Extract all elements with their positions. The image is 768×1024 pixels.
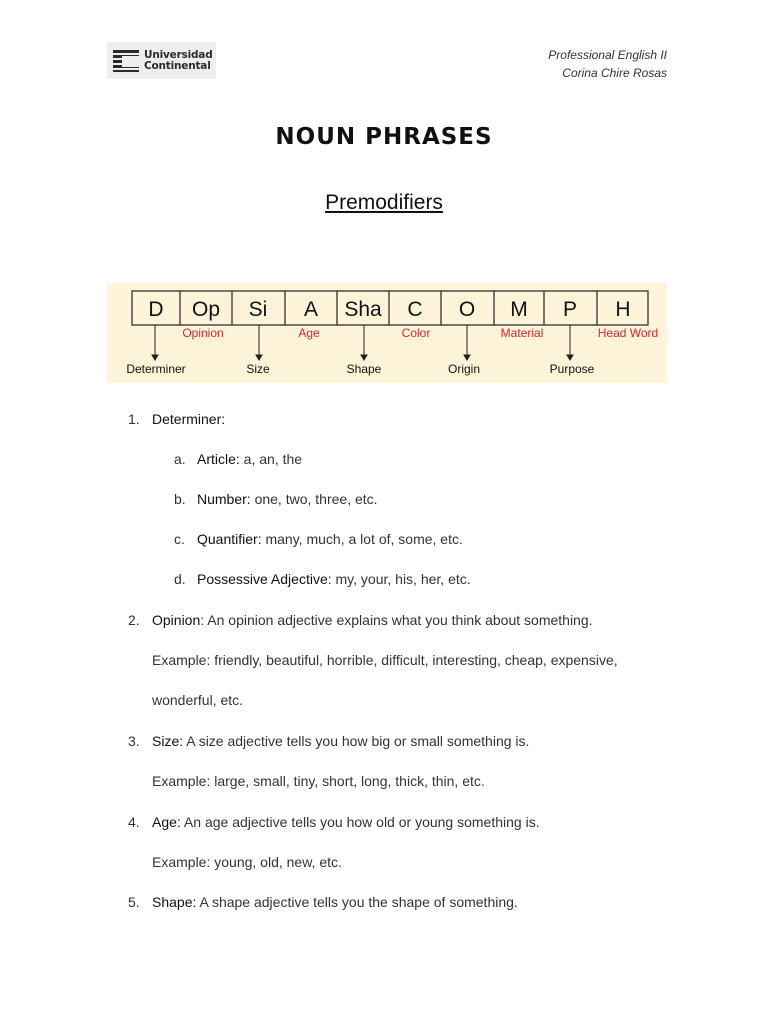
- box-age: A: [303, 298, 319, 321]
- logo-line-2: Continental: [144, 59, 211, 72]
- term-label: Opinion: [152, 612, 201, 628]
- box-opinion: Op: [191, 298, 221, 321]
- sub-item-possessive-adjective: [174, 571, 471, 587]
- term-label: Determiner:: [152, 411, 226, 427]
- list-item-size: [128, 733, 530, 749]
- list-item-opinion: [128, 612, 593, 628]
- sub-item-letter: d.: [174, 571, 186, 587]
- list-item-age: [128, 814, 540, 830]
- term-text: A size adjective tells you how big or small something is.: [183, 733, 530, 749]
- sub-item-letter: a.: [174, 451, 186, 467]
- example-opinion-line-1: Example: friendly, beautiful, horrible, difficult, interesting, cheap, expensive,: [152, 652, 618, 668]
- term-label: Article:: [197, 451, 240, 467]
- term-label: Quantifier:: [197, 531, 262, 547]
- list-item-determiner: [128, 411, 226, 427]
- label-shape: Shape: [346, 362, 382, 376]
- box-shape: Sha: [344, 298, 382, 321]
- label-size: Size: [246, 362, 270, 376]
- logo-line-1: Universidad: [144, 48, 213, 61]
- page-title: NOUN PHRASES: [275, 124, 493, 150]
- premodifier-order-diagram: [107, 283, 667, 383]
- label-purpose: Purpose: [549, 362, 595, 376]
- term-text: : my, your, his, her, etc.: [327, 571, 471, 587]
- term-text: many, much, a lot of, some, etc.: [261, 531, 463, 547]
- term-text: one, two, three, etc.: [250, 491, 378, 507]
- term-text: A shape adjective tells you the shape of something.: [196, 894, 518, 910]
- course-name: Professional English II: [548, 48, 667, 62]
- list-number: 3.: [128, 733, 140, 749]
- term-label: Age:: [152, 814, 181, 830]
- label-head-word: Head Word: [597, 326, 659, 340]
- term-label: Possessive Adjective: [197, 571, 328, 587]
- example-opinion-line-2: wonderful, etc.: [152, 692, 244, 708]
- list-number: 1.: [128, 411, 140, 427]
- box-size: Si: [248, 298, 268, 321]
- label-determiner: Determiner: [126, 362, 186, 376]
- university-logo: [107, 42, 216, 79]
- sub-item-letter: b.: [174, 491, 186, 507]
- box-material: M: [510, 298, 528, 321]
- example-size: Example: large, small, tiny, short, long, thick, thin, etc.: [152, 773, 485, 789]
- logo-mark-icon: [111, 48, 141, 74]
- list-number: 5.: [128, 894, 140, 910]
- label-opinion: Opinion: [182, 326, 224, 340]
- label-age: Age: [298, 326, 320, 340]
- term-label: Size:: [152, 733, 184, 749]
- sub-item-letter: c.: [174, 531, 185, 547]
- page-subtitle: Premodifiers: [325, 191, 443, 214]
- list-number: 4.: [128, 814, 140, 830]
- label-material: Material: [500, 326, 544, 340]
- box-origin: O: [458, 298, 476, 321]
- term-text: a, an, the: [239, 451, 303, 467]
- list-item-shape: [128, 894, 518, 910]
- list-number: 2.: [128, 612, 140, 628]
- box-determiner: D: [148, 298, 164, 321]
- label-origin: Origin: [447, 362, 481, 376]
- box-color: C: [407, 298, 423, 321]
- box-head-word: H: [615, 298, 631, 321]
- sub-item-number: [174, 491, 378, 507]
- term-text: An age adjective tells you how old or young something is.: [180, 814, 540, 830]
- box-purpose: P: [562, 298, 578, 321]
- example-age: Example: young, old, new, etc.: [152, 854, 342, 870]
- label-color: Color: [401, 326, 431, 340]
- sub-item-quantifier: [174, 531, 463, 547]
- term-text: : An opinion adjective explains what you think about something.: [200, 612, 593, 628]
- term-label: Number:: [197, 491, 251, 507]
- diagram-svg: [107, 283, 667, 383]
- header-info: [548, 46, 667, 82]
- logo-text: [144, 50, 213, 72]
- term-label: Shape:: [152, 894, 197, 910]
- sub-item-article: [174, 451, 303, 467]
- author-name: Corina Chire Rosas: [562, 66, 667, 80]
